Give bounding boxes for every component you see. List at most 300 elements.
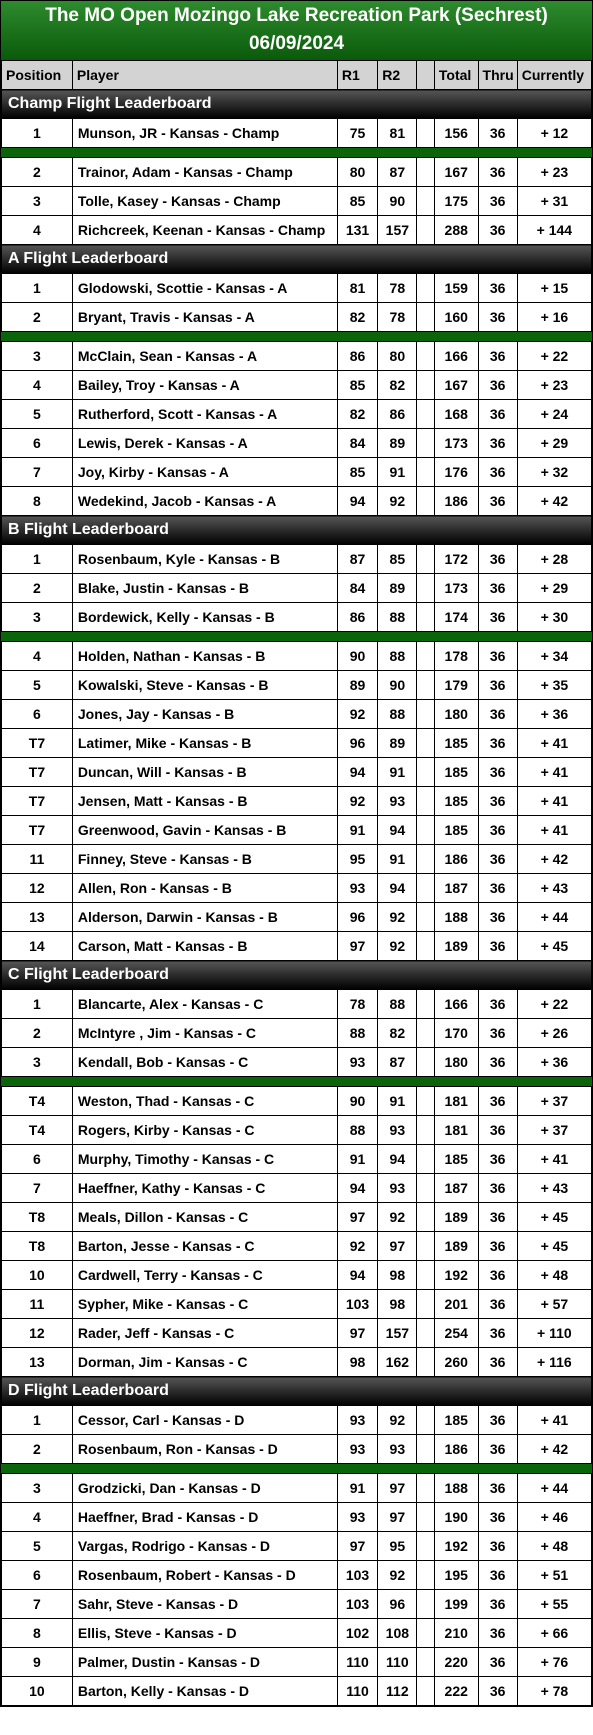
- player-cell: Vargas, Rodrigo - Kansas - D: [72, 1532, 337, 1561]
- currently-cell: + 45: [517, 1203, 591, 1232]
- position-cell: T8: [2, 1232, 73, 1261]
- currently-cell: + 35: [517, 671, 591, 700]
- table-row: [2, 158, 592, 187]
- position-cell: 11: [2, 1290, 73, 1319]
- currently-cell: + 42: [517, 1435, 591, 1464]
- r2-cell: 108: [378, 1619, 417, 1648]
- flight-title: C Flight Leaderboard: [2, 961, 592, 990]
- currently-cell: + 29: [517, 429, 591, 458]
- thru-cell: 36: [478, 1590, 517, 1619]
- r2-cell: 157: [378, 1319, 417, 1348]
- r1-cell: 88: [337, 1019, 377, 1048]
- blank-cell: [417, 787, 434, 816]
- thru-cell: 36: [478, 1648, 517, 1677]
- thru-cell: 36: [478, 216, 517, 245]
- r1-cell: 93: [337, 1048, 377, 1077]
- flight-title: D Flight Leaderboard: [2, 1377, 592, 1406]
- table-row: [2, 429, 592, 458]
- player-cell: Palmer, Dustin - Kansas - D: [72, 1648, 337, 1677]
- player-cell: Rogers, Kirby - Kansas - C: [72, 1116, 337, 1145]
- thru-cell: 36: [478, 932, 517, 961]
- blank-cell: [417, 903, 434, 932]
- total-cell: 189: [434, 1232, 478, 1261]
- total-cell: 179: [434, 671, 478, 700]
- total-cell: 159: [434, 274, 478, 303]
- blank-cell: [417, 1232, 434, 1261]
- thru-cell: 36: [478, 1677, 517, 1706]
- thru-cell: 36: [478, 1203, 517, 1232]
- total-cell: 173: [434, 429, 478, 458]
- r1-cell: 85: [337, 371, 377, 400]
- total-cell: 172: [434, 545, 478, 574]
- thru-cell: 36: [478, 1319, 517, 1348]
- r2-cell: 93: [378, 1435, 417, 1464]
- position-cell: 3: [2, 187, 73, 216]
- r1-cell: 103: [337, 1590, 377, 1619]
- player-cell: Ellis, Steve - Kansas - D: [72, 1619, 337, 1648]
- cut-line-separator: [2, 632, 592, 642]
- blank-cell: [417, 1319, 434, 1348]
- blank-cell: [417, 1348, 434, 1377]
- table-row: [2, 1474, 592, 1503]
- r1-cell: 84: [337, 574, 377, 603]
- player-cell: Kendall, Bob - Kansas - C: [72, 1048, 337, 1077]
- player-cell: Glodowski, Scottie - Kansas - A: [72, 274, 337, 303]
- player-cell: Rosenbaum, Ron - Kansas - D: [72, 1435, 337, 1464]
- currently-cell: + 144: [517, 216, 591, 245]
- r2-cell: 82: [378, 1019, 417, 1048]
- r2-cell: 91: [378, 1087, 417, 1116]
- r1-cell: 94: [337, 1261, 377, 1290]
- total-cell: 210: [434, 1619, 478, 1648]
- thru-cell: 36: [478, 1619, 517, 1648]
- position-cell: 3: [2, 1474, 73, 1503]
- position-cell: 1: [2, 990, 73, 1019]
- blank-cell: [417, 758, 434, 787]
- r2-cell: 87: [378, 158, 417, 187]
- r1-cell: 94: [337, 487, 377, 516]
- player-cell: Carson, Matt - Kansas - B: [72, 932, 337, 961]
- table-row: [2, 1145, 592, 1174]
- thru-cell: 36: [478, 642, 517, 671]
- thru-cell: 36: [478, 1561, 517, 1590]
- currently-cell: + 36: [517, 1048, 591, 1077]
- cut-line-separator: [2, 1464, 592, 1474]
- r2-cell: 90: [378, 187, 417, 216]
- currently-cell: + 44: [517, 903, 591, 932]
- r1-cell: 80: [337, 158, 377, 187]
- position-cell: 4: [2, 216, 73, 245]
- r2-cell: 92: [378, 1406, 417, 1435]
- r2-cell: 92: [378, 903, 417, 932]
- currently-cell: + 78: [517, 1677, 591, 1706]
- blank-cell: [417, 487, 434, 516]
- player-cell: Tolle, Kasey - Kansas - Champ: [72, 187, 337, 216]
- total-cell: 186: [434, 487, 478, 516]
- player-cell: Jensen, Matt - Kansas - B: [72, 787, 337, 816]
- position-cell: 2: [2, 1019, 73, 1048]
- thru-cell: 36: [478, 816, 517, 845]
- r2-cell: 89: [378, 574, 417, 603]
- table-row: [2, 642, 592, 671]
- player-cell: Rutherford, Scott - Kansas - A: [72, 400, 337, 429]
- r1-cell: 86: [337, 342, 377, 371]
- blank-cell: [417, 1619, 434, 1648]
- player-cell: Wedekind, Jacob - Kansas - A: [72, 487, 337, 516]
- currently-cell: + 43: [517, 1174, 591, 1203]
- r2-cell: 80: [378, 342, 417, 371]
- blank-cell: [417, 1087, 434, 1116]
- blank-cell: [417, 671, 434, 700]
- player-cell: Rosenbaum, Robert - Kansas - D: [72, 1561, 337, 1590]
- blank-cell: [417, 1116, 434, 1145]
- cut-line-separator: [2, 148, 592, 158]
- thru-cell: 36: [478, 274, 517, 303]
- total-cell: 288: [434, 216, 478, 245]
- player-cell: Blancarte, Alex - Kansas - C: [72, 990, 337, 1019]
- flight-title: A Flight Leaderboard: [2, 245, 592, 274]
- thru-cell: 36: [478, 700, 517, 729]
- leaderboard-body: [2, 90, 592, 1706]
- thru-cell: 36: [478, 1048, 517, 1077]
- blank-cell: [417, 1048, 434, 1077]
- table-row: [2, 787, 592, 816]
- column-header-r2: R2: [378, 61, 417, 90]
- player-cell: Finney, Steve - Kansas - B: [72, 845, 337, 874]
- blank-cell: [417, 1174, 434, 1203]
- column-header-blank: [417, 61, 434, 90]
- position-cell: T7: [2, 816, 73, 845]
- table-row: [2, 574, 592, 603]
- position-cell: 2: [2, 158, 73, 187]
- table-row: [2, 1290, 592, 1319]
- r2-cell: 94: [378, 1145, 417, 1174]
- table-row: [2, 758, 592, 787]
- column-header-thru: Thru: [478, 61, 517, 90]
- table-row: [2, 700, 592, 729]
- r1-cell: 103: [337, 1561, 377, 1590]
- r1-cell: 102: [337, 1619, 377, 1648]
- thru-cell: 36: [478, 371, 517, 400]
- position-cell: 12: [2, 1319, 73, 1348]
- currently-cell: + 42: [517, 487, 591, 516]
- thru-cell: 36: [478, 545, 517, 574]
- total-cell: 173: [434, 574, 478, 603]
- blank-cell: [417, 1677, 434, 1706]
- position-cell: 14: [2, 932, 73, 961]
- total-cell: 185: [434, 787, 478, 816]
- r1-cell: 81: [337, 274, 377, 303]
- flight-header: [2, 961, 592, 990]
- thru-cell: 36: [478, 187, 517, 216]
- thru-cell: 36: [478, 1087, 517, 1116]
- r1-cell: 103: [337, 1290, 377, 1319]
- player-cell: McClain, Sean - Kansas - A: [72, 342, 337, 371]
- thru-cell: 36: [478, 1232, 517, 1261]
- r1-cell: 86: [337, 603, 377, 632]
- total-cell: 189: [434, 1203, 478, 1232]
- thru-cell: 36: [478, 1290, 517, 1319]
- r2-cell: 92: [378, 1561, 417, 1590]
- total-cell: 174: [434, 603, 478, 632]
- position-cell: 1: [2, 274, 73, 303]
- currently-cell: + 28: [517, 545, 591, 574]
- table-row: [2, 1116, 592, 1145]
- cut-line-bar: [2, 1077, 592, 1087]
- position-cell: T8: [2, 1203, 73, 1232]
- r1-cell: 88: [337, 1116, 377, 1145]
- player-cell: Cessor, Carl - Kansas - D: [72, 1406, 337, 1435]
- player-cell: McIntyre , Jim - Kansas - C: [72, 1019, 337, 1048]
- table-row: [2, 1261, 592, 1290]
- currently-cell: + 48: [517, 1261, 591, 1290]
- blank-cell: [417, 1474, 434, 1503]
- r2-cell: 81: [378, 119, 417, 148]
- thru-cell: 36: [478, 1503, 517, 1532]
- blank-cell: [417, 574, 434, 603]
- blank-cell: [417, 932, 434, 961]
- r2-cell: 93: [378, 1174, 417, 1203]
- table-row: [2, 487, 592, 516]
- table-row: [2, 1319, 592, 1348]
- position-cell: 12: [2, 874, 73, 903]
- total-cell: 220: [434, 1648, 478, 1677]
- table-row: [2, 1590, 592, 1619]
- r1-cell: 93: [337, 1435, 377, 1464]
- thru-cell: 36: [478, 158, 517, 187]
- currently-cell: + 110: [517, 1319, 591, 1348]
- r1-cell: 91: [337, 816, 377, 845]
- r2-cell: 91: [378, 758, 417, 787]
- blank-cell: [417, 1290, 434, 1319]
- thru-cell: 36: [478, 758, 517, 787]
- blank-cell: [417, 1590, 434, 1619]
- r2-cell: 110: [378, 1648, 417, 1677]
- currently-cell: + 48: [517, 1532, 591, 1561]
- thru-cell: 36: [478, 603, 517, 632]
- r1-cell: 91: [337, 1145, 377, 1174]
- column-header-currently: Currently: [517, 61, 591, 90]
- currently-cell: + 45: [517, 932, 591, 961]
- thru-cell: 36: [478, 487, 517, 516]
- currently-cell: + 23: [517, 158, 591, 187]
- total-cell: 167: [434, 158, 478, 187]
- player-cell: Bordewick, Kelly - Kansas - B: [72, 603, 337, 632]
- total-cell: 188: [434, 903, 478, 932]
- total-cell: 195: [434, 1561, 478, 1590]
- thru-cell: 36: [478, 845, 517, 874]
- table-row: [2, 1435, 592, 1464]
- currently-cell: + 26: [517, 1019, 591, 1048]
- r2-cell: 112: [378, 1677, 417, 1706]
- total-cell: 188: [434, 1474, 478, 1503]
- r1-cell: 78: [337, 990, 377, 1019]
- r1-cell: 85: [337, 187, 377, 216]
- thru-cell: 36: [478, 1261, 517, 1290]
- player-cell: Grodzicki, Dan - Kansas - D: [72, 1474, 337, 1503]
- r1-cell: 91: [337, 1474, 377, 1503]
- table-row: [2, 1406, 592, 1435]
- flight-header: [2, 1377, 592, 1406]
- total-cell: 156: [434, 119, 478, 148]
- thru-cell: 36: [478, 729, 517, 758]
- table-row: [2, 1232, 592, 1261]
- r2-cell: 92: [378, 1203, 417, 1232]
- player-cell: Bryant, Travis - Kansas - A: [72, 303, 337, 332]
- total-cell: 222: [434, 1677, 478, 1706]
- total-cell: 190: [434, 1503, 478, 1532]
- currently-cell: + 66: [517, 1619, 591, 1648]
- cut-line-bar: [2, 632, 592, 642]
- player-cell: Sypher, Mike - Kansas - C: [72, 1290, 337, 1319]
- r1-cell: 131: [337, 216, 377, 245]
- total-cell: 160: [434, 303, 478, 332]
- table-row: [2, 216, 592, 245]
- column-header-r1: R1: [337, 61, 377, 90]
- r2-cell: 88: [378, 642, 417, 671]
- blank-cell: [417, 603, 434, 632]
- currently-cell: + 43: [517, 874, 591, 903]
- player-cell: Blake, Justin - Kansas - B: [72, 574, 337, 603]
- r1-cell: 85: [337, 458, 377, 487]
- player-cell: Duncan, Will - Kansas - B: [72, 758, 337, 787]
- player-cell: Meals, Dillon - Kansas - C: [72, 1203, 337, 1232]
- player-cell: Barton, Jesse - Kansas - C: [72, 1232, 337, 1261]
- blank-cell: [417, 429, 434, 458]
- r2-cell: 98: [378, 1290, 417, 1319]
- blank-cell: [417, 400, 434, 429]
- thru-cell: 36: [478, 874, 517, 903]
- position-cell: 5: [2, 671, 73, 700]
- player-cell: Weston, Thad - Kansas - C: [72, 1087, 337, 1116]
- table-row: [2, 342, 592, 371]
- thru-cell: 36: [478, 1532, 517, 1561]
- blank-cell: [417, 1145, 434, 1174]
- player-cell: Rosenbaum, Kyle - Kansas - B: [72, 545, 337, 574]
- r1-cell: 93: [337, 1503, 377, 1532]
- blank-cell: [417, 274, 434, 303]
- total-cell: 170: [434, 1019, 478, 1048]
- r2-cell: 95: [378, 1532, 417, 1561]
- position-cell: 9: [2, 1648, 73, 1677]
- table-row: [2, 1677, 592, 1706]
- position-cell: 1: [2, 545, 73, 574]
- r2-cell: 94: [378, 816, 417, 845]
- total-cell: 180: [434, 700, 478, 729]
- cut-line-bar: [2, 148, 592, 158]
- position-cell: 10: [2, 1677, 73, 1706]
- blank-cell: [417, 545, 434, 574]
- r2-cell: 93: [378, 1116, 417, 1145]
- blank-cell: [417, 1261, 434, 1290]
- blank-cell: [417, 642, 434, 671]
- flight-title: Champ Flight Leaderboard: [2, 90, 592, 119]
- blank-cell: [417, 303, 434, 332]
- position-cell: 8: [2, 487, 73, 516]
- blank-cell: [417, 119, 434, 148]
- flight-title: B Flight Leaderboard: [2, 516, 592, 545]
- currently-cell: + 37: [517, 1116, 591, 1145]
- currently-cell: + 22: [517, 342, 591, 371]
- blank-cell: [417, 1561, 434, 1590]
- r2-cell: 96: [378, 1590, 417, 1619]
- total-cell: 192: [434, 1261, 478, 1290]
- blank-cell: [417, 216, 434, 245]
- column-header-total: Total: [434, 61, 478, 90]
- position-cell: 1: [2, 119, 73, 148]
- table-row: [2, 1532, 592, 1561]
- table-row: [2, 845, 592, 874]
- r2-cell: 97: [378, 1503, 417, 1532]
- position-cell: 7: [2, 458, 73, 487]
- player-cell: Lewis, Derek - Kansas - A: [72, 429, 337, 458]
- table-row: [2, 303, 592, 332]
- player-cell: Greenwood, Gavin - Kansas - B: [72, 816, 337, 845]
- position-cell: 6: [2, 700, 73, 729]
- r2-cell: 97: [378, 1474, 417, 1503]
- total-cell: 185: [434, 816, 478, 845]
- currently-cell: + 36: [517, 700, 591, 729]
- position-cell: 6: [2, 1145, 73, 1174]
- position-cell: 11: [2, 845, 73, 874]
- r1-cell: 75: [337, 119, 377, 148]
- r2-cell: 90: [378, 671, 417, 700]
- total-cell: 175: [434, 187, 478, 216]
- blank-cell: [417, 342, 434, 371]
- table-row: [2, 1561, 592, 1590]
- blank-cell: [417, 1435, 434, 1464]
- currently-cell: + 44: [517, 1474, 591, 1503]
- r2-cell: 82: [378, 371, 417, 400]
- r2-cell: 91: [378, 458, 417, 487]
- currently-cell: + 12: [517, 119, 591, 148]
- r2-cell: 162: [378, 1348, 417, 1377]
- flight-header: [2, 90, 592, 119]
- r1-cell: 97: [337, 1532, 377, 1561]
- currently-cell: + 41: [517, 758, 591, 787]
- position-cell: 4: [2, 642, 73, 671]
- blank-cell: [417, 158, 434, 187]
- total-cell: 187: [434, 874, 478, 903]
- r1-cell: 94: [337, 1174, 377, 1203]
- r2-cell: 87: [378, 1048, 417, 1077]
- table-row: [2, 816, 592, 845]
- table-row: [2, 1348, 592, 1377]
- player-cell: Trainor, Adam - Kansas - Champ: [72, 158, 337, 187]
- r1-cell: 110: [337, 1648, 377, 1677]
- r2-cell: 85: [378, 545, 417, 574]
- table-row: [2, 729, 592, 758]
- thru-cell: 36: [478, 119, 517, 148]
- player-cell: Haeffner, Brad - Kansas - D: [72, 1503, 337, 1532]
- position-cell: 13: [2, 1348, 73, 1377]
- thru-cell: 36: [478, 1145, 517, 1174]
- position-cell: 2: [2, 303, 73, 332]
- table-row: [2, 1048, 592, 1077]
- currently-cell: + 76: [517, 1648, 591, 1677]
- position-cell: 6: [2, 429, 73, 458]
- blank-cell: [417, 990, 434, 1019]
- thru-cell: 36: [478, 1435, 517, 1464]
- currently-cell: + 55: [517, 1590, 591, 1619]
- r1-cell: 92: [337, 700, 377, 729]
- player-cell: Holden, Nathan - Kansas - B: [72, 642, 337, 671]
- thru-cell: 36: [478, 787, 517, 816]
- table-row: [2, 400, 592, 429]
- total-cell: 189: [434, 932, 478, 961]
- position-cell: 4: [2, 1503, 73, 1532]
- position-cell: T7: [2, 729, 73, 758]
